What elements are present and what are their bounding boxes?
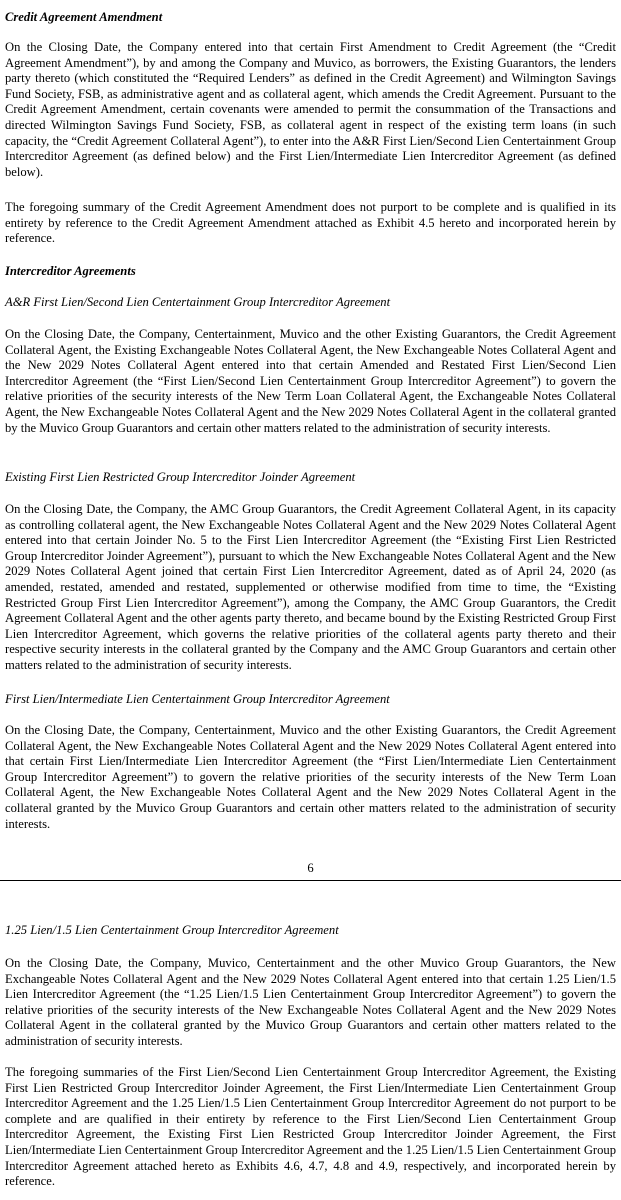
first-second-lien-subheading: A&R First Lien/Second Lien Centertainment Group Intercreditor Agreement bbox=[5, 295, 391, 309]
credit-agreement-amendment-heading: Credit Agreement Amendment bbox=[5, 10, 163, 24]
credit-amendment-summary-paragraph: The foregoing summary of the Credit Agreement Amendment does not purport to be complete and is qualified in its entirety by reference to the Credit Agreement Amendment attached as Exhibit 4.5 hereto and incorporated herein by reference. bbox=[5, 200, 616, 246]
first-second-lien-paragraph: On the Closing Date, the Company, Centertainment, Muvico and the other Existing Guarantors, the Credit Agreement Collateral Agent, the Existing Exchangeable Notes Collateral Agent, the New Exchangeable Notes Collateral Agent and the New 2029 Notes Collateral Agent entered into that certain Amended and Restated First Lien/Second Lien Intercreditor Agreement (the “First Lien/Second Lien Centertainment Group Intercreditor Agreement”) to govern the relative priorities of the security interests of the New Term Loan Collateral Agent, the Exchangeable Notes Collateral Agent, the New Exchangeable Notes Collateral Agent and the New 2029 Notes Collateral Agent in the collateral granted by the Muvico Group Guarantors and certain other matters related to the administration of security interests. bbox=[5, 327, 616, 435]
lien-125-15-paragraph: On the Closing Date, the Company, Muvico, Centertainment and the other Muvico Group Guarantors, the New Exchangeable Notes Collateral Agent and the New 2029 Notes Collateral Agent entered into that certain 1.25 Lien/1.5 Lien Intercreditor Agreement (the “1.25 Lien/1.5 Lien Centertainment Group Intercreditor Agreement”) to govern the relative priorities of the security interests of the New Exchangeable Notes Collateral Agent and the New 2029 Notes Collateral Agent in the collateral granted by the Muvico Group Guarantors and certain other matters related to the administration of security interests. bbox=[5, 956, 616, 1048]
page-divider bbox=[0, 880, 621, 881]
credit-amendment-paragraph: On the Closing Date, the Company entered into that certain First Amendment to Credit Agreement (the “Credit Agreement Amendment”), by and among the Company and Muvico, as borrowers, the Existing Guarantors, the lenders party thereto (which constituted the “Required Lenders” as defined in the Credit Agreement) and Wilmington Savings Fund Society, FSB, as administrative agent and as collateral agent, which amends the Credit Agreement. Pursuant to the Credit Agreement Amendment, certain covenants were amended to permit the consummation of the Transactions and directed Wilmington Savings Fund Society, FSB, as collateral agent in respect of the existing term loans (in such capacity, the “Credit Agreement Collateral Agent”), to enter into the A&R First Lien/Second Lien Centertainment Group Intercreditor Agreement (as defined below) and the First Lien/Intermediate Lien Intercreditor Agreement (as defined below). bbox=[5, 40, 616, 179]
joinder-agreement-paragraph: On the Closing Date, the Company, the AMC Group Guarantors, the Credit Agreement Collateral Agent, in its capacity as controlling collateral agent, the New Exchangeable Notes Collateral Agent and the New 2029 Notes Collateral Agent entered into that certain Joinder No. 5 to the First Lien Intercreditor Agreement (the “Existing First Lien Restricted Group Intercreditor Joinder Agreement”), pursuant to which the New Exchangeable Notes Collateral Agent and the New 2029 Notes Collateral Agent joined that certain First Lien Intercreditor Agreement, dated as of April 24, 2020 (as amended, restated, amended and restated, supplemented or otherwise modified from time to time, the “Existing Restricted Group First Lien Intercreditor Agreement”), among the Company, the AMC Group Guarantors, the Credit Agreement Collateral Agent and the other agents party thereto, and became bound by the Existing Restricted Group First Lien Intercreditor Agreement, which governs the relative priorities of the collateral agents party thereto and their respective security interests in the collateral granted by the Company and the AMC Group Guarantors and certain other matters related to the administration of security interests. bbox=[5, 502, 616, 672]
lien-125-15-subheading: 1.25 Lien/1.5 Lien Centertainment Group Intercreditor Agreement bbox=[5, 923, 339, 937]
first-intermediate-lien-paragraph: On the Closing Date, the Company, Centertainment, Muvico and the other Existing Guarantors, the Credit Agreement Collateral Agent, the New Exchangeable Notes Collateral Agent and the New 2029 Notes Collateral Agent entered into that certain First Lien/Intermediate Lien Intercreditor Agreement (the “First Lien/Intermediate Lien Centertainment Group Intercreditor Agreement”) to govern the relative priorities of the security interests of the New Term Loan Collateral Agent, the New Exchangeable Notes Collateral Agent and the New 2029 Notes Collateral Agent in the collateral granted by the Muvico Group Guarantors and certain other matters related to the administration of security interests. bbox=[5, 723, 616, 831]
joinder-agreement-subheading: Existing First Lien Restricted Group Intercreditor Joinder Agreement bbox=[5, 470, 356, 484]
intercreditor-agreements-heading: Intercreditor Agreements bbox=[5, 264, 136, 278]
page-number: 6 bbox=[307, 861, 314, 875]
first-intermediate-lien-subheading: First Lien/Intermediate Lien Centertainment Group Intercreditor Agreement bbox=[5, 692, 390, 706]
intercreditor-summary-paragraph: The foregoing summaries of the First Lien/Second Lien Centertainment Group Intercreditor Agreement, the Existing First Lien Restricted Group Intercreditor Joinder Agreement, the First Lien/Intermediate Lien Centertainment Group Intercreditor Agreement and the 1.25 Lien/1.5 Lien Centertainment Group Intercreditor Agreement do not purport to be complete and are qualified in their entirety by reference to the First Lien/Second Lien Centertainment Group Intercreditor Agreement, the Existing First Lien Restricted Group Intercreditor Joinder Agreement, the First Lien/Intermediate Lien Centertainment Group Intercreditor Agreement and the 1.25 Lien/1.5 Lien Centertainment Group Intercreditor Agreement attached hereto as Exhibits 4.6, 4.7, 4.8 and 4.9, respectively, and incorporated herein by reference. bbox=[5, 1065, 616, 1189]
